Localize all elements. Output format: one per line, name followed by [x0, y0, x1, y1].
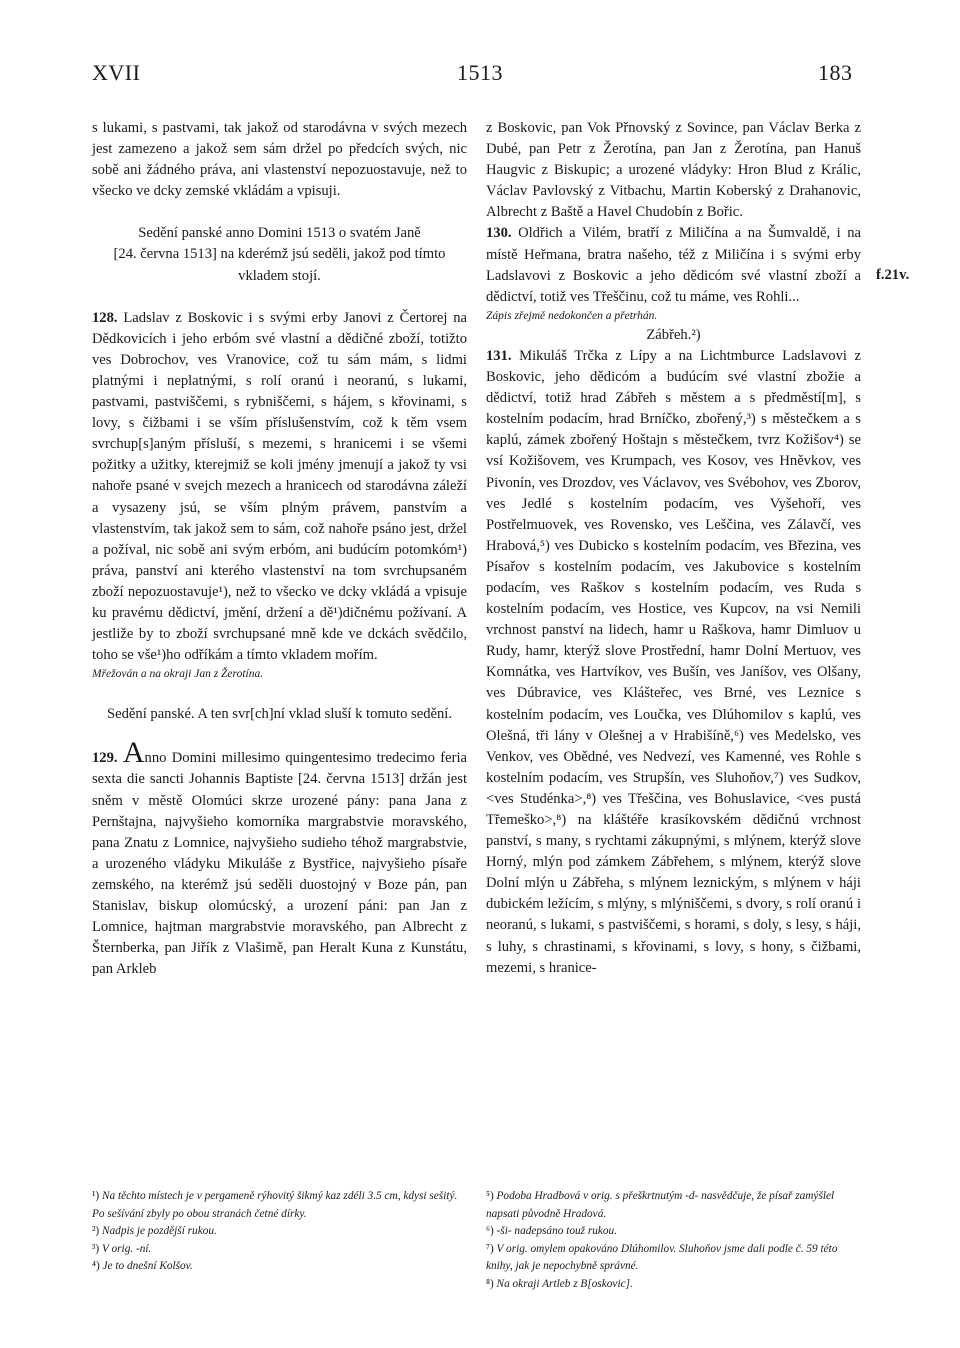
- footnote-text: Nadpis je pozdější rukou.: [101, 1225, 217, 1237]
- footnote: [486, 1276, 861, 1294]
- footnote-text: V orig. -ní.: [101, 1242, 152, 1255]
- entry-131: [486, 346, 861, 979]
- footnote-text: Na těchto místech je v pergameně rýhovitý šikmý kaz zdéli 3.5 cm, kdysi sešitý. Po sešívání zbyly po obou stranách četné dírky.: [92, 1190, 458, 1220]
- right-column: [486, 118, 861, 979]
- folio-margin-note: f.21v.: [876, 267, 910, 283]
- entry-129: [92, 736, 468, 980]
- entry-number: 129.: [92, 750, 118, 767]
- footnote: [92, 1258, 467, 1276]
- sedeni-heading-1b: [24. června 1513] na kderémž jsú seděli, jakož pod tímto vkladem stojí.: [113, 246, 446, 284]
- footnote-text: Na okraji Artleb z B[oskovic].: [496, 1277, 633, 1290]
- entry-128: [92, 308, 467, 667]
- left-column: [92, 118, 467, 980]
- entry-130-note: Zápis zřejmě nedokončen a přetrhán.: [486, 309, 658, 322]
- entry-130: [486, 223, 861, 307]
- footnote-text: Podoba Hradbová v orig. s přeškrtnutým -d- nasvědčuje, že písař zamýšlel napsati původně Hradová.: [486, 1190, 835, 1220]
- continuation-paragraph: z Boskovic, pan Vok Přnovský z Sovince, pan Václav Berka z Dubé, pan Petr z Žerotína, pan Jan z Žerotína, pan Hanuš Haugvic z Biskupic; a urozené vládyky: Hron Blud z Králic, Václav Pavlovský z Vitbachu, Martin Koberský z Drahanovic, Albrecht z Baště a Havel Chudobín z Bořic.: [486, 120, 861, 221]
- footnote: [486, 1223, 861, 1241]
- drop-cap: A: [122, 736, 145, 770]
- intro-paragraph: s lukami, s pastvami, tak jakož od starodávna v svých mezech jest zamezeno a jakož sem sám držel po předcích svých, nic sobě ani žádného práva, ani vlastenství nepozuostavuje, než to všecko ve dcky zemské vkládám a vpisuji.: [92, 120, 467, 200]
- footnote-text: Je to dnešní Kolšov.: [102, 1260, 193, 1272]
- header-year: 1513: [457, 60, 503, 85]
- footnotes-right: [486, 1188, 861, 1293]
- entry-text: Mikuláš Trčka z Lípy a na Lichtmburce Ladslavovi z Boskovic, jeho dědicóm a budúcím své vlastní zbožie a dědictví, totiž hrad Zábřeh s městem a s předměstí[m], s kostelním podacím, hrad Brníčko, zbořený,³) s městečkem a s kaplú, zámek zbořený Hoštajn s městečkem, tvrz Kožišov⁴) se vsí Kožišovem, ves Krumpach, ves Kosov, ves Hněvkov, ves Pivonín, ves Drozdov, ves Václavov, ves Svébohov, ves Zborov, ves Jedlé s kostelním podacím, ves Vyšehoří, ves Postřelmuovek, ves Rovensko, ves Leščina, ves Zálavčí, ves Hrabová,⁵) ves Dubicko s kostelním podacím, ves Březina, ves Písařov s kostelním podacím, ves Jakubovice s kostelním podacím, ves Raškov s kostelním podacím, ves Ruda s kostelním podacím, ves Hostice, ves Kupcov, na vsi Nemili vrchnost panství na lidech, hamr u Raškova, hamr Dimluov u Rudy, hamr, kterýž slove Prostřední, hamr Dolní Mertuov, ves Komnátka, ves Hartvíkov, ves Bušín, ves Janíšov, ves Olšany, ves Dúbravice, ves Klášteřec, ves Brné, ves Leznice s kostelním podacím, ves Loučka, ves Dlúhomilov s kaplú, ves Olešná, tři lány v Olešnej a v Hrabišíně,⁶) ves Medelsko, ves Venkov, ves Obědné, ves Nedvezí, ves Kamenné, ves Rohle s kostelním podacím, ves Strupšín, ves Sluhoňov,⁷) ves Sudkov, <ves Studénka>,⁸) ves Třeščina, ves Bohuslavice, <ves pustá Třemeško>,⁸) na kláštéře krasíkovském dědičnú vrchnost panství, s many, s rychtami zákupnými, s mlýnem, kterýž slove Horný, mlýn pod zámkem Zábřehem, s mlýnem, kterýž slove Dolní mlýn u Zábřeha, s mlýnem leznickým, s mlýnem v háji dubickém ležícím, s mlýny, s mlýniščemi, s dvory, s rolí oranú i neoranú, s lukami, s pastviščemi, s horami, s doly, s lesy, s háji, s luhy, s chrastinami, s křovinami, s lovy, s hony, s čižbami, mezemi, s hranice-: [486, 347, 861, 976]
- sedeni-heading-1a: Sedění panské anno Domini 1513 o svatém Janě: [138, 225, 421, 242]
- footnote-text: -ši- nadepsáno touž rukou.: [496, 1225, 618, 1237]
- entry-text: Oldřich a Vilém, bratří z Miličína a na Šumvaldě, i na místě Heřmana, bratra našeho, též z Miličína i s svými erby Ladslavovi z Boskovic a jeho dědicóm své vlastní zboží a dědictví, totiž ves Třeščinu, což tu máme, ves Rohli...: [486, 225, 861, 305]
- footnote: [486, 1241, 861, 1276]
- footnotes-left: [92, 1188, 467, 1276]
- entry-number: 130.: [486, 225, 512, 242]
- footnote-marker: ⁴): [92, 1260, 100, 1272]
- footnote: [92, 1241, 467, 1259]
- footnote-marker: ³): [92, 1242, 100, 1255]
- entry-text: nno Domini millesimo quingentesimo tredecimo feria sexta die sancti Johannis Baptiste [24. června 1513] držán jest sněm v městě Olomúci skrze urozené pány: pana Jana z Pernštajna, najvyšieho komorníka margrabstvie moravského, pana Znatu z Lomnice, najvyšieho sudieho téhož margrabstvie, a urozeného vládyku Mikuláše z Bystřice, najvyšieho písaře zemského, na kterémž jsú seděli duostojný v Boze pán, pan Stanislav, biskup olomúcský, a urození páni: pan Jan z Lomnice, hajtman margrabstvie moravského, pan Albrecht z Šternberka, pan Jiřík z Vlašimě, pan Heralt Kuna z Kunstátu, pan Arkleb: [92, 750, 468, 978]
- entry-number: 128.: [92, 309, 118, 326]
- zabreh-heading: Zábřeh.²): [646, 326, 701, 343]
- footnote-marker: ⁶): [486, 1225, 494, 1237]
- header-page-number: 183: [818, 60, 853, 85]
- footnote-marker: ⁸): [486, 1277, 494, 1290]
- footnote-marker: ²): [92, 1225, 100, 1237]
- footnote: [486, 1188, 861, 1223]
- sedeni-heading-2: Sedění panské. A ten svr[ch]ní vklad sluší k tomuto sedění.: [107, 706, 452, 723]
- entry-number: 131.: [486, 347, 512, 364]
- footnote: [92, 1188, 467, 1223]
- footnote-marker: ⁷): [486, 1242, 494, 1255]
- footnote-marker: ⁵): [486, 1190, 494, 1202]
- footnote-text: V orig. omylem opakováno Dlúhomilov. Sluhoňov jsme dali podle č. 59 této knihy, jak je nepochybně správné.: [486, 1242, 838, 1272]
- entry-128-note: Mřežován a na okraji Jan z Žerotína.: [92, 668, 264, 681]
- header-volume: XVII: [92, 60, 141, 85]
- footnote-marker: ¹): [92, 1190, 100, 1202]
- entry-text: Ladslav z Boskovic i s svými erby Janovi z Čertorej na Dědkovicích i jeho erbóm své vlastní a dědičné zboží, totižto ves Dobrochov, ves Vranovice, což tu sám mám, s lidmi platnými i neplatnými, s rolí oranú i neoranú, s lukami, pastvami, pastviščemi, s rybniščemi, s hájem, s křovinami, s lovy, s čižbami i se vším příslušenstvím, což k těm vsem svrchup[s]aným přísluší, s mezemi, s hranicemi i se všemi požitky a užitky, kterejmiž se koli jmény jmenují a jakož ty vsi nahoře psané v svejch mezech a hranicech od starodávna záleží a vysazeny jsú, se vším plným právem, panstvím a vlastenstvím, tak jakož sem to sám, což nahoře psáno jest, držel a požíval, nic sobě ani svým erbóm, ani budúcím potomkóm¹) práva, panství ani kterého vlastenství na tom svrchupsaném zboží nepozuostavuje¹), než to všecko ve dcky vkládá a vpisuje ku pravému dědictví, jmění, držení a dě¹)dičnému požívaní. A jestliže by to zboží svrchupsané mně kde ve dckách svědčilo, toho se vše¹)ho odříkám a tímto vkladem mořím.: [92, 309, 467, 664]
- footnote: [92, 1223, 467, 1241]
